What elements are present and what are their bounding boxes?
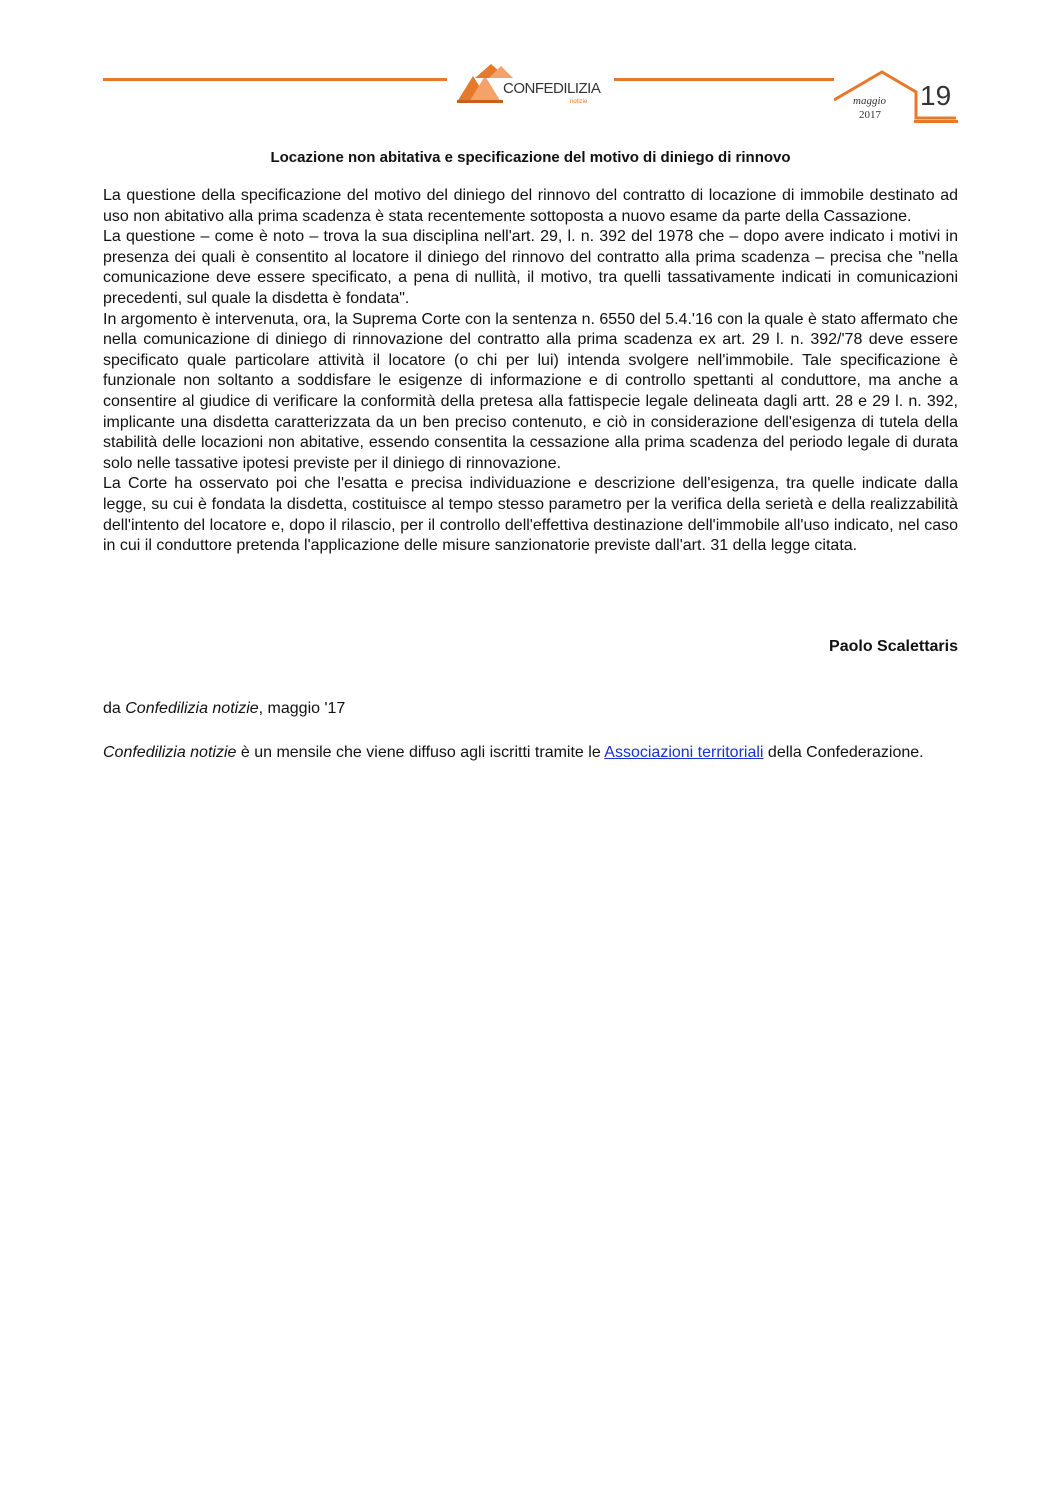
source-prefix: da [103, 700, 126, 717]
source-suffix: , maggio '17 [258, 700, 346, 717]
paragraph: In argomento è intervenuta, ora, la Suprema Corte con la sentenza n. 6550 del 5.4.'16 con la quale è stato affermato che nella comunicazione di diniego di rinnovazione del contratto alla prima scadenza ex art. 29 l. n. 392/'78 deve essere specificato quale particolare attività il locatore (o chi per lui) intenda svolgere nell'immobile. Tale specificazione è funzionale non soltanto a soddisfare le esigenze di informazione e di controllo spettanti al conduttore, ma anche a consentire al giudice di verificare la conformità della pretesa alla fattispecie legale delineata dagli artt. 28 e 29 l. n. 392, implicante una disdetta caratterizzata da un ben preciso contenuto, e ciò in considerazione dell'esigenza di tutela della stabilità delle locazioni non abitative, essendo consentita la cessazione alla prima scadenza del periodo legale di durata solo nelle tassative ipotesi previste per il diniego di rinnovazione. [103, 310, 958, 472]
header-rule-left [103, 78, 447, 81]
author-signature: Paolo Scalettaris [829, 638, 958, 655]
page-number: 19 [920, 80, 952, 111]
article-body [103, 186, 958, 557]
logo-subtext: notizie [570, 99, 588, 105]
header-rule-right [614, 78, 834, 81]
note-publication: Confedilizia notizie [103, 744, 237, 761]
source-publication: Confedilizia notizie [125, 700, 259, 717]
paragraph: La Corte ha osservato poi che l'esatta e precisa individuazione e descrizione dell'esigenza, tra quelle indicate dalla legge, su cui è fondata la disdetta, costituisce al tempo stesso parametro per la verifica della serietà e della realizzabilità dell'intento del locatore e, dopo il rilascio, per il controllo dell'effettiva destinazione dell'immobile all'uso indicato, nel caso in cui il conduttore pretenda l'applicazione delle misure sanzionatorie previste dall'art. 31 della legge citata. [103, 475, 958, 555]
associazioni-territoriali-link[interactable]: Associazioni territoriali [604, 744, 764, 761]
issue-year: 2017 [859, 109, 881, 121]
paragraph: La questione della specificazione del motivo del diniego del rinnovo del contratto di locazione di immobile destinato ad uso non abitativo alla prima scadenza è stata recentemente sottoposta a nuovo esame da parte della Cassazione. [103, 187, 958, 225]
article-title: Locazione non abitativa e specificazione del motivo di diniego di rinnovo [270, 149, 791, 166]
note-text-before: è un mensile che viene diffuso agli iscritti tramite le [236, 744, 605, 761]
source-line [103, 700, 958, 718]
note-text-after: della Confederazione. [763, 744, 924, 761]
issue-month: maggio [853, 95, 886, 107]
paragraph: La questione – come è noto – trova la sua disciplina nell'art. 29, l. n. 392 del 1978 che – dopo avere indicato i motivi in presenza dei quali è consentito al locatore il diniego del rinnovo del contratto alla prima scadenza – precisa che "nella comunicazione deve essere specificato, a pena di nullità, il motivo, tra quelli tassativamente indicati in comunicazioni precedenti, sul quale la disdetta è fondata". [103, 228, 958, 307]
logo-text: CONFEDILIZIA [503, 80, 601, 97]
publication-note [103, 742, 958, 763]
